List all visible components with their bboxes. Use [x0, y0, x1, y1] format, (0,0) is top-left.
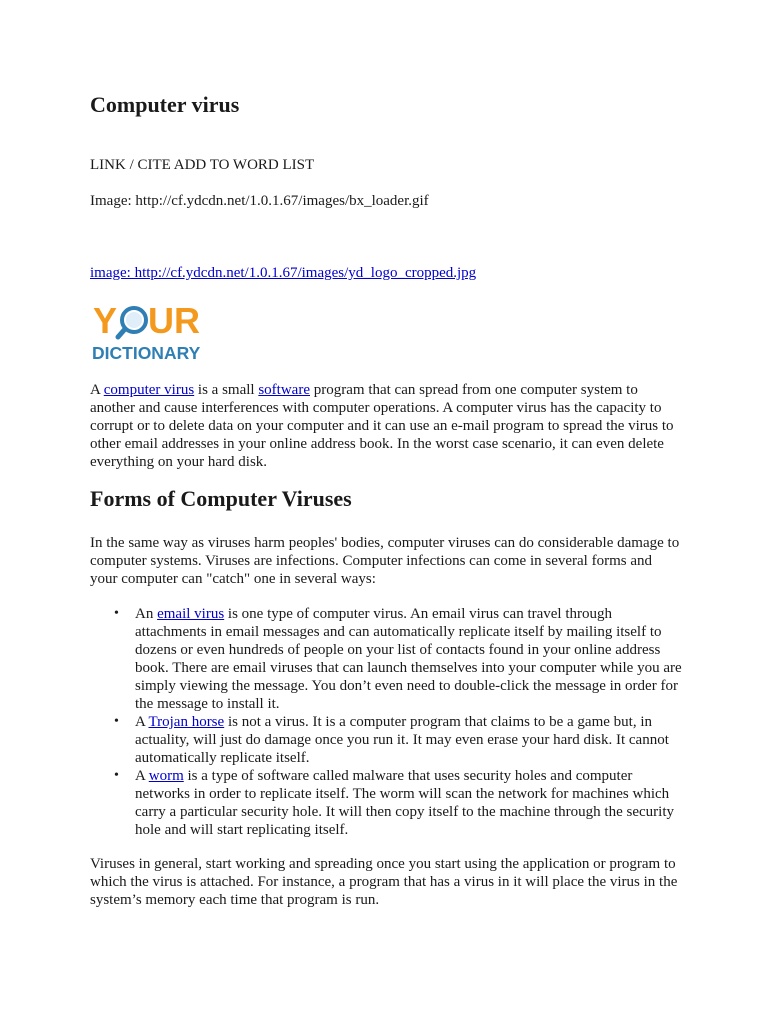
your-dictionary-logo [92, 298, 214, 362]
link-cite-line: LINK / CITE ADD TO WORD LIST [90, 157, 315, 173]
list-item: • A worm is a type of software called malware that uses security holes and computer networks in order to replicate itself. The worm will scan the network for machines which carry a particular security hole. It will then copy itself to the machine through the security hole and will start replicating itself. [114, 768, 674, 838]
computer-virus-link[interactable]: computer virus [103, 382, 195, 398]
image-link[interactable]: image: http://cf.ydcdn.net/1.0.1.67/images/yd_logo_cropped.jpg [90, 265, 477, 281]
image-placeholder-text: Image: http://cf.ydcdn.net/1.0.1.67/images/bx_loader.gif [90, 193, 429, 209]
bullet-icon: • [114, 714, 119, 729]
closing-paragraph: Viruses in general, start working and spreading once you start using the application or program to which the virus is attached. For instance, a program that has a virus in it will place the virus in the system’s memory each time that program is run. [90, 856, 678, 908]
email-virus-link[interactable]: email virus [157, 606, 225, 622]
bullet-icon: • [114, 768, 119, 783]
image-link-paragraph [90, 264, 476, 282]
section-heading: Forms of Computer Viruses [90, 486, 352, 511]
virus-types-list [90, 605, 682, 839]
list-item: • An email virus is one type of computer virus. An email virus can travel through attachments in email messages and can automatically replicate itself by mailing itself to dozens or even hundreds of people on your list of contacts found in your online address book. There are email viruses that can launch themselves into your computer while you are simply viewing the message. You don’t even need to double-click the message in order for the message to install it. [114, 606, 682, 712]
trojan-horse-link[interactable]: Trojan horse [148, 714, 225, 730]
list-item: • A Trojan horse is not a virus. It is a computer program that claims to be a game but, in actuality, will just do damage once you run it. It may even erase your hard disk. It cannot automatically replicate itself. [114, 714, 669, 766]
page-title: Computer virus [90, 92, 240, 117]
logo-text-dictionary: DICTIONARY [92, 343, 201, 362]
logo-text-ur: UR [148, 300, 200, 341]
software-link[interactable]: software [258, 382, 310, 398]
bullet-icon: • [114, 606, 119, 621]
worm-link[interactable]: worm [148, 768, 184, 784]
intro-paragraph: A computer virus is a small software program that can spread from one computer system to another and cause interferences with computer operations. A computer virus has the capacity to corrupt or to delete data on your computer and it can use an e-mail program to spread the virus to other email addresses in your online address book. In the worst case scenario, it can even delete everything on your hard disk. [90, 382, 674, 470]
forms-paragraph: In the same way as viruses harm peoples' bodies, computer viruses can do considerable damage to computer systems. Viruses are infections. Computer infections can come in several forms and your computer can "catch" one in several ways: [90, 535, 680, 587]
logo-text-y: Y [93, 300, 118, 341]
